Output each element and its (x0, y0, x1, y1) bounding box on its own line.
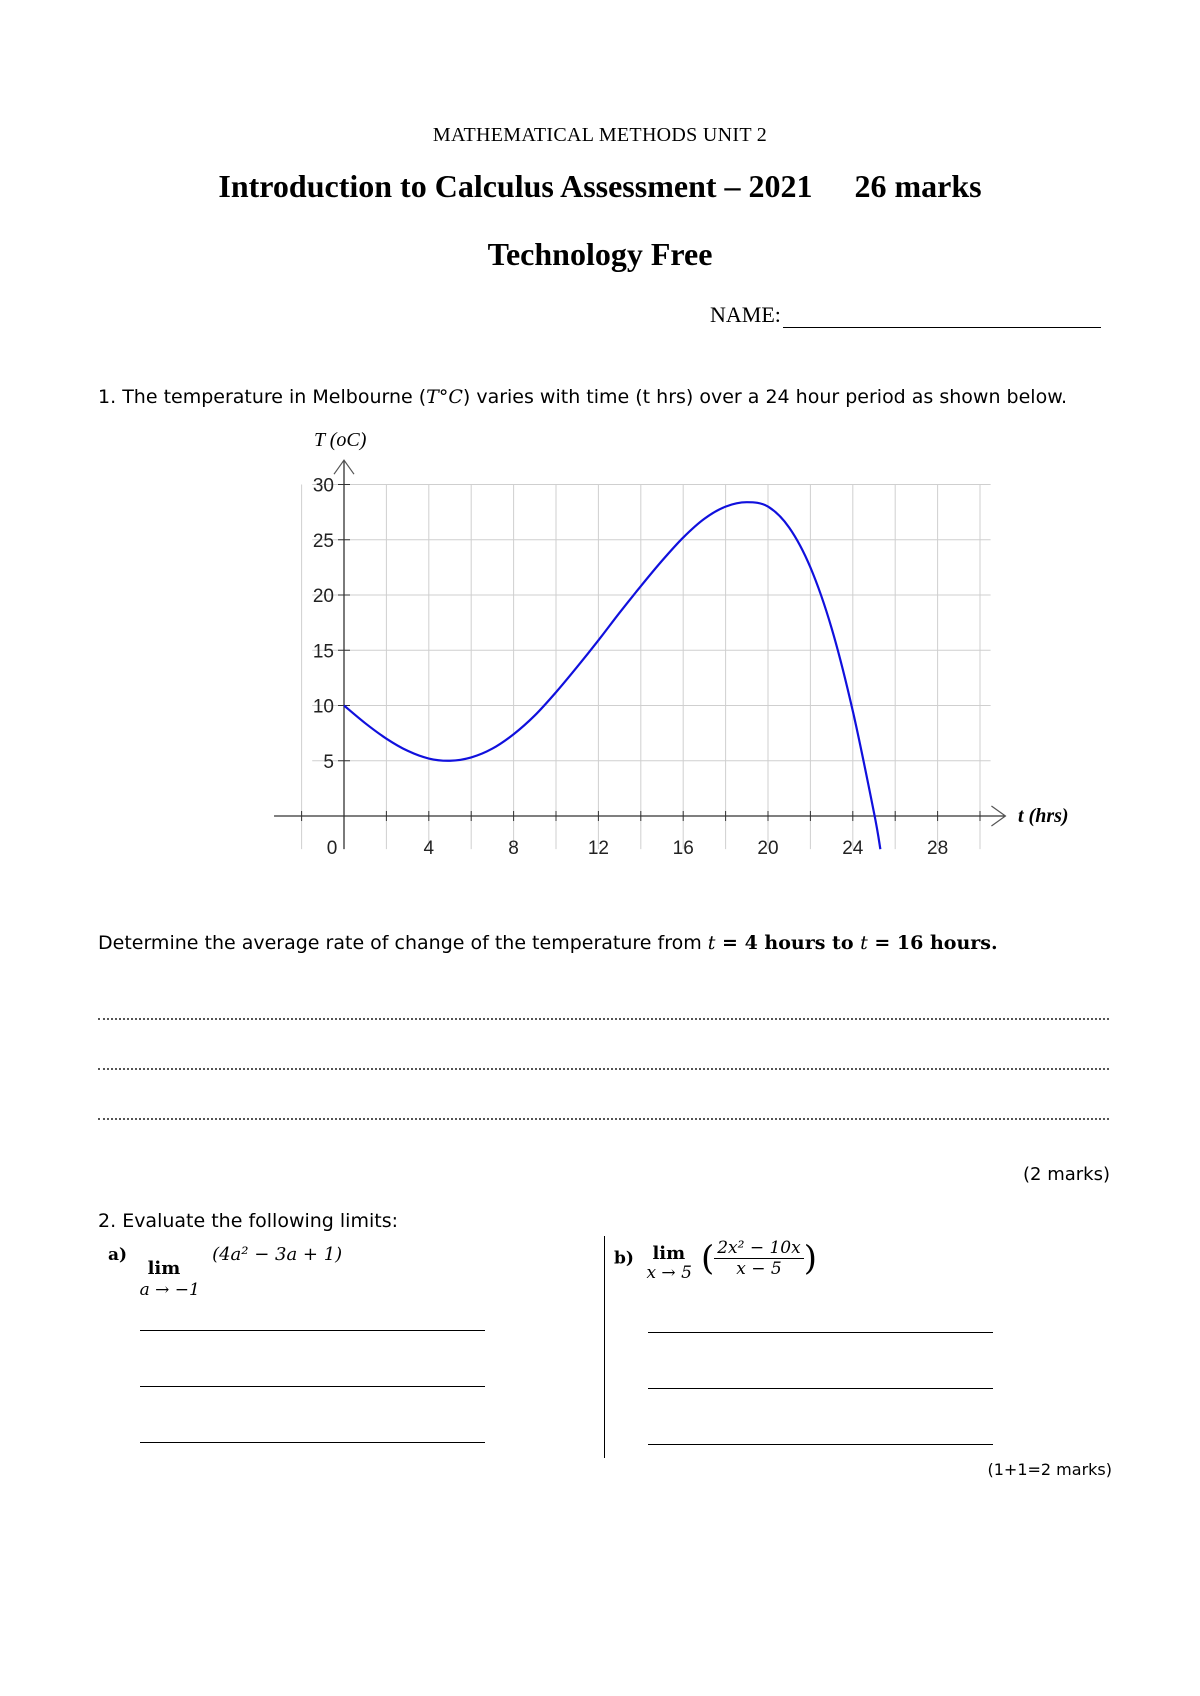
temperature-curve (344, 502, 880, 849)
assessment-subtitle: Technology Free (487, 236, 713, 272)
x-tick-label: 12 (587, 838, 609, 859)
column-divider (604, 1236, 605, 1458)
chart-axes (274, 460, 1005, 849)
y-tick-label: 30 (312, 475, 334, 497)
part-b-denominator: x − 5 (736, 1259, 782, 1279)
total-marks: 26 marks (854, 168, 982, 204)
q1a-t2-var: t (860, 932, 868, 954)
part-a-answer-line-2[interactable] (140, 1386, 485, 1387)
q1a-t1-eq: = 4 hours (715, 932, 826, 954)
question-1-number: 1. (98, 386, 117, 408)
y-tick-label: 10 (312, 696, 334, 718)
part-b-answer-line-1[interactable] (648, 1332, 993, 1333)
q1a-to: to (825, 932, 861, 954)
y-tick-label: 25 (312, 530, 334, 552)
x-tick-label: 20 (757, 838, 779, 859)
x-axis-label: t (hrs) (1018, 805, 1069, 827)
part-b-fraction (714, 1238, 804, 1279)
part-a-answer-line-3[interactable] (140, 1442, 485, 1443)
q1-text-b: ) varies with time (t hrs) over a 24 hour period as shown below. (462, 386, 1068, 408)
answer-line-2[interactable] (98, 1068, 1109, 1070)
question-2-number: 2. (98, 1210, 117, 1232)
left-paren: ( (700, 1238, 715, 1279)
q1a-t1-var: t (707, 932, 716, 954)
part-b-expression (614, 1238, 817, 1283)
y-tick-label: 20 (312, 586, 334, 607)
chart-grid (302, 485, 991, 850)
part-a-function: (4a² − 3a + 1) (212, 1244, 343, 1265)
question-2-marks: (1+1=2 marks) (987, 1460, 1112, 1479)
answer-line-1[interactable] (98, 1018, 1109, 1020)
part-b-numerator: 2x² − 10x (714, 1238, 804, 1259)
x-tick-label: 8 (508, 838, 519, 859)
part-b-subscript: x → 5 (646, 1262, 692, 1283)
part-a-label: a) (108, 1245, 128, 1265)
q1-text-a: The temperature in Melbourne ( (122, 386, 427, 408)
question-1a-text (98, 932, 998, 954)
q1-math-var: T°C (426, 386, 463, 408)
part-a-expression (108, 1244, 343, 1300)
x-tick-label: 4 (423, 838, 435, 859)
q1a-text: Determine the average rate of change of the temperature from (98, 932, 708, 954)
course-heading: MATHEMATICAL METHODS UNIT 2 (432, 124, 768, 146)
part-b-answer-line-2[interactable] (648, 1388, 993, 1389)
right-paren: ) (803, 1238, 817, 1279)
x-tick-label: 16 (672, 838, 694, 859)
x-tick-label: 28 (927, 838, 949, 859)
part-b-answer-line-3[interactable] (648, 1444, 993, 1445)
y-tick-label: 5 (323, 751, 334, 773)
chart-series (344, 502, 880, 849)
x-tick-label: 24 (842, 838, 864, 859)
x-tick-label: 0 (326, 838, 338, 859)
name-label: NAME: (710, 302, 781, 327)
y-axis-label: T (oC) (314, 429, 367, 451)
y-tick-label: 15 (312, 641, 334, 663)
answer-line-3[interactable] (98, 1118, 1109, 1120)
q2-instruction: Evaluate the following limits: (122, 1210, 398, 1232)
question-2-text (98, 1210, 398, 1232)
part-a-answer-line-1[interactable] (140, 1330, 485, 1331)
part-b-lim: lim (652, 1242, 686, 1264)
question-1-marks: (2 marks) (1023, 1164, 1110, 1185)
q1a-t2-eq: = 16 hours. (867, 932, 998, 954)
title-text: Introduction to Calculus Assessment – 2021 (218, 168, 813, 204)
part-a-lim: lim (147, 1258, 181, 1279)
part-a-subscript: a → −1 (139, 1280, 200, 1300)
part-b-label: b) (614, 1248, 634, 1269)
